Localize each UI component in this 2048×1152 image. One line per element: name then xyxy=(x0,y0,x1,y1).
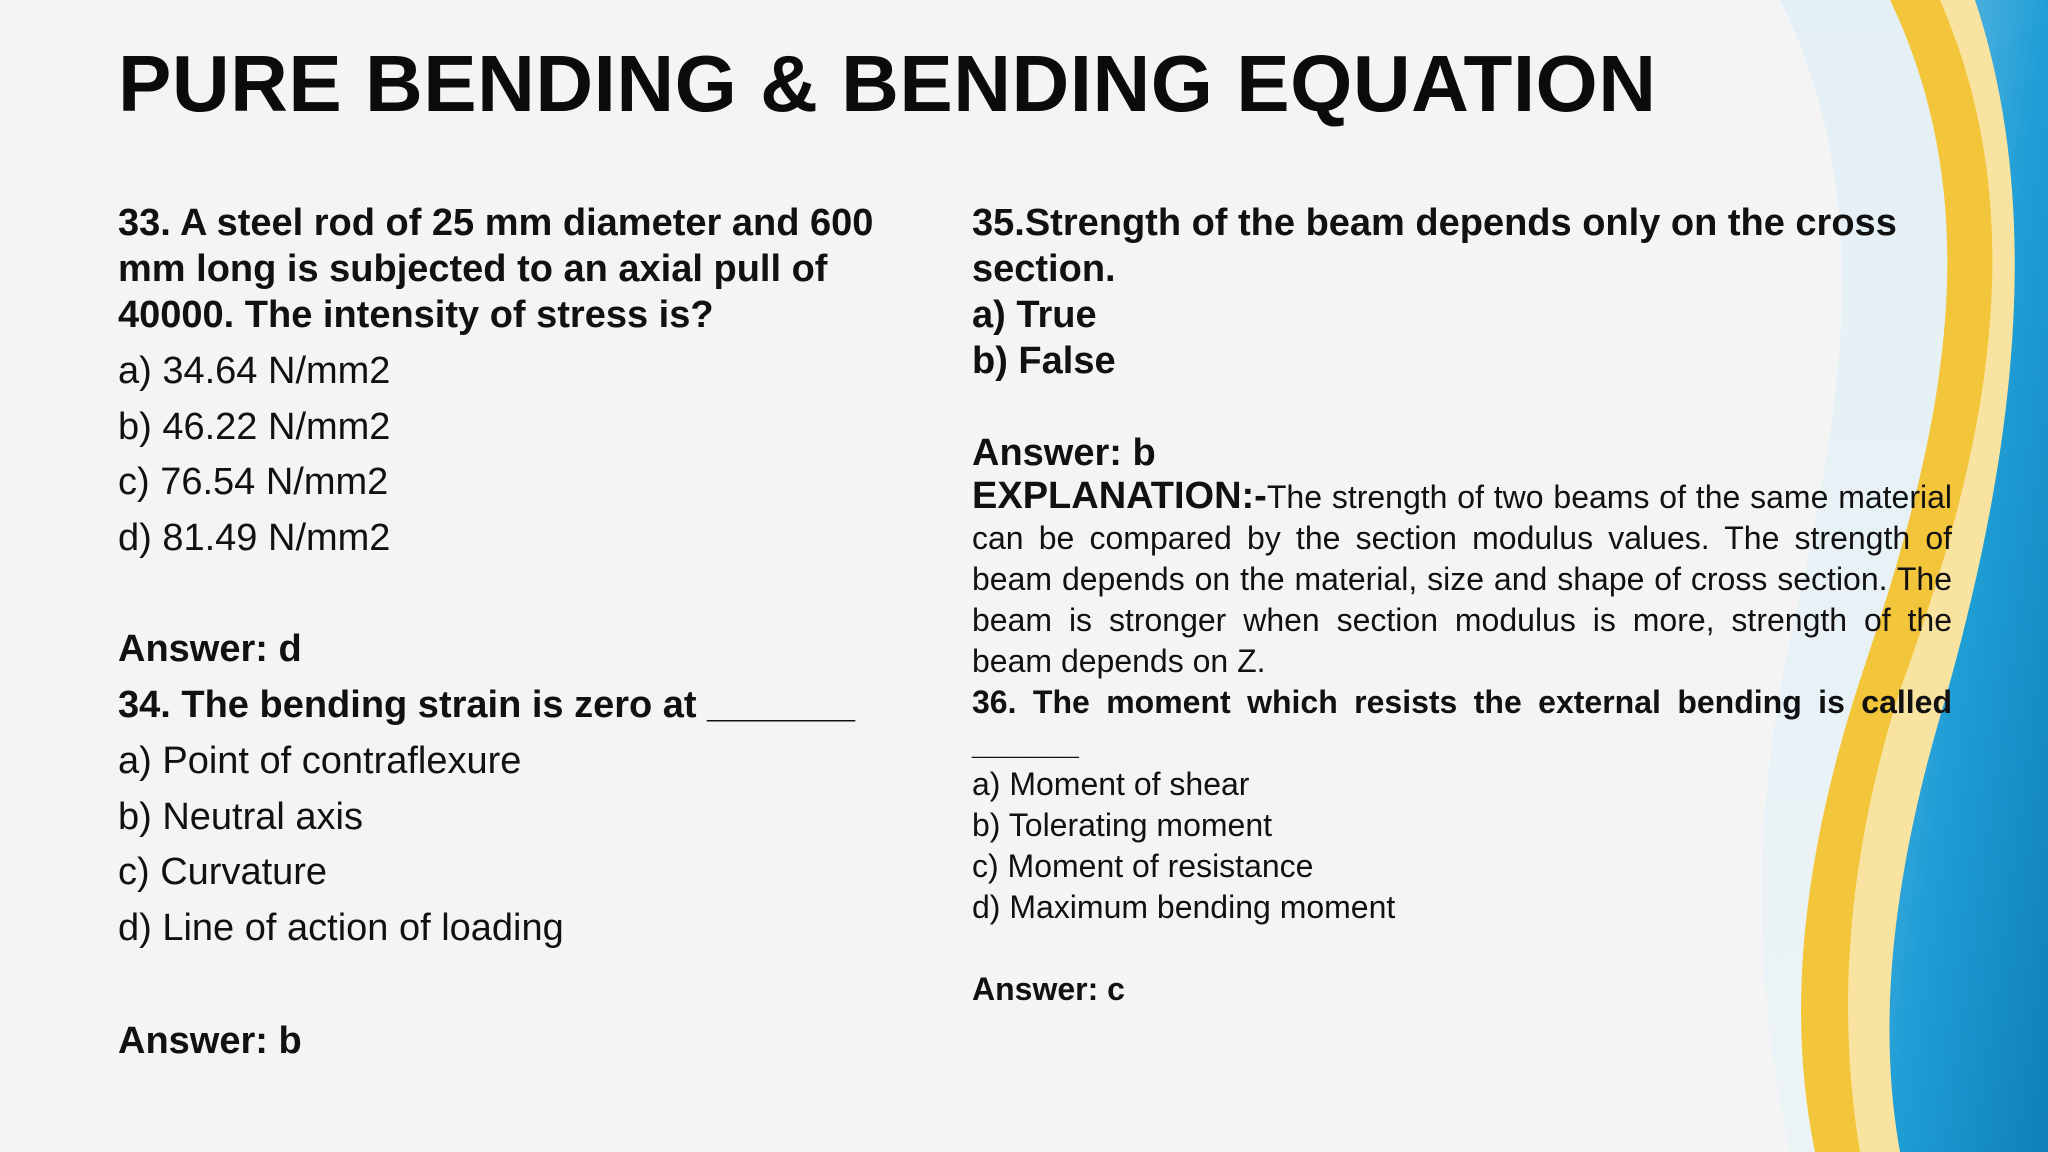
option-item: b) 46.22 N/mm2 xyxy=(118,405,391,448)
answer-label: Answer: b xyxy=(118,1020,302,1062)
option-item: b) False xyxy=(972,340,1116,382)
option-item: c) Curvature xyxy=(118,851,328,893)
question-35 xyxy=(972,200,1952,682)
explanation-text: The strength of two beams of the same material can be compared by the section modulus values. The strength of beam depends on the material, size and shape of cross section. The beam is stronger when section modulus is more, strength of the beam depends on Z. xyxy=(972,479,1952,679)
answer-label: Answer: b xyxy=(972,432,1156,474)
question-36 xyxy=(972,682,1952,1010)
option-item: d) Maximum bending moment xyxy=(972,889,1396,925)
question-33 xyxy=(118,200,918,672)
option-item: c) 76.54 N/mm2 xyxy=(118,461,389,503)
question-34 xyxy=(118,682,918,1064)
slide-title: PURE BENDING & BENDING EQUATION xyxy=(118,39,1657,128)
question-text: 34. The bending strain is zero at _______ xyxy=(118,684,856,726)
explanation xyxy=(972,476,1952,682)
question-text: 36. The moment which resists the external bending is called ______ xyxy=(972,684,1952,761)
answer-label: Answer: d xyxy=(118,628,302,670)
option-item: b) Neutral axis xyxy=(118,795,363,838)
answer-label: Answer: c xyxy=(972,971,1125,1007)
left-column xyxy=(118,200,918,1064)
option-item: a) True xyxy=(972,294,1097,336)
explanation-label: EXPLANATION:- xyxy=(972,475,1267,517)
option-item: a) Moment of shear xyxy=(972,766,1250,802)
option-item: d) 81.49 N/mm2 xyxy=(118,516,391,559)
option-item: a) Point of contraflexure xyxy=(118,740,522,782)
question-text: 35.Strength of the beam depends only on the cross section. xyxy=(972,202,1897,290)
option-item: b) Tolerating moment xyxy=(972,807,1272,843)
option-item: c) Moment of resistance xyxy=(972,848,1314,884)
right-column xyxy=(972,200,1952,1010)
option-item: a) 34.64 N/mm2 xyxy=(118,350,391,392)
option-item: d) Line of action of loading xyxy=(118,906,564,949)
question-text: 33. A steel rod of 25 mm diameter and 600 mm long is subjected to an axial pull of 40000. The intensity of stress is? xyxy=(118,202,874,336)
